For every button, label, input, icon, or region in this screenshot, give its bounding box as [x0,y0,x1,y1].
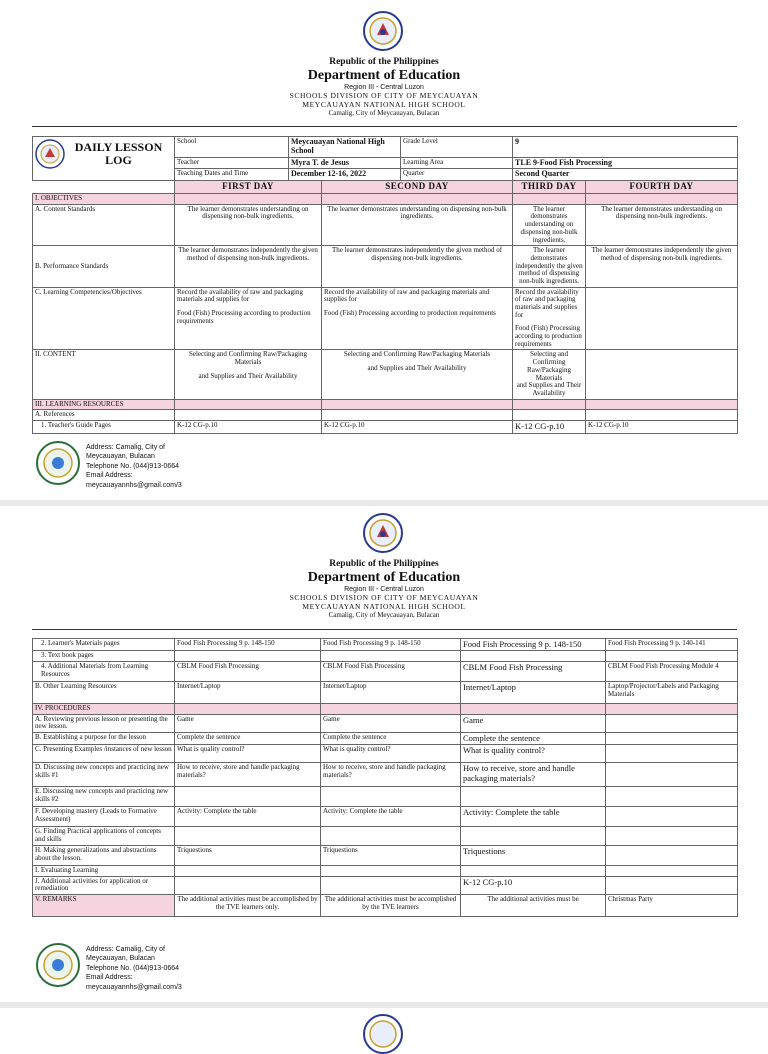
performance-standards-day1: The learner demonstrates independently the given method of dispensing non-bulk ingredients. [175,246,322,287]
tg-pages-day4: K-12 CG-p.10 [586,420,738,433]
remarks-day3: The additional activities must be [461,894,606,916]
lm-pages-day4: Food Fish Processing 9 p. 140-141 [606,639,738,651]
procedure-d-day2: How to receive, store and handle packaging materials? [321,763,461,787]
content-day3 [513,350,586,399]
procedure-g-label: G. Finding Practical applications of concepts and skills [33,827,175,845]
competencies-label: C. Learning Competencies/Objectives [33,287,175,350]
resources-heading: III. LEARNING RESOURCES [33,399,175,410]
procedure-h-day3: Triquestions [461,845,606,865]
other-lr-day2: Internet/Laptop [321,682,461,704]
tb-pages-label: 3. Text book pages [33,651,175,662]
footer-text [86,443,182,490]
lm-pages-day2: Food Fish Processing 9 p. 148-150 [321,639,461,651]
footer-text [86,945,182,992]
performance-standards-day3: The learner demonstrates independently the given method of dispensing non-bulk ingredients. [513,246,586,287]
content-standards-day1: The learner demonstrates understanding on dispensing non-bulk ingredients. [175,204,322,245]
other-lr-day3: Internet/Laptop [461,682,606,704]
school-value: Meycauayan National High School [289,137,401,158]
tg-pages-day2: K-12 CG-p.10 [322,420,513,433]
procedure-f-day2: Activity: Complete the table [321,807,461,827]
additional-lr-label: 4. Additional Materials from Learning Resources [33,662,175,682]
footer-address2: Meycauayan, Bulacan [86,955,155,963]
school-label: School [175,137,289,158]
procedure-d-day3: How to receive, store and handle packaging materials? [461,763,606,787]
other-lr-day1: Internet/Laptop [175,682,321,704]
division-line: SCHOOLS DIVISION OF CITY OF MEYCAUAYAN [289,593,479,603]
tg-pages-label: 1. Teacher's Guide Pages [33,420,175,433]
content-day3-line1: Selecting and Confirming Raw/Packaging Materials [527,350,571,382]
dll-table-page2 [32,638,738,917]
day-header-2: SECOND DAY [322,181,513,194]
lm-pages-label: 2. Learner's Materials pages [33,639,175,651]
procedure-j-day3: K-12 CG-p.10 [461,876,606,894]
day-header-3: THIRD DAY [513,181,586,194]
additional-lr-day4: CBLM Food Fish Processing Module 4 [606,662,738,682]
teacher-label: Teacher [175,157,289,169]
republic-line: Republic of the Philippines [329,57,439,67]
dll-table-page1 [32,136,738,434]
page-separator [0,1002,768,1008]
quarter-value: Second Quarter [513,169,738,181]
competencies-day2-line1: Record the availability of raw and packaging materials and supplies for [324,287,490,304]
deped-seal-icon [363,513,403,553]
header-rule [32,126,737,127]
competencies-day4 [586,287,738,350]
content-standards-day3: The learner demonstrates understanding on dispensing non-bulk ingredients. [513,204,586,245]
content-label: II. CONTENT [33,350,175,399]
tg-pages-day3: K-12 CG-p.10 [513,420,586,433]
department-title: Department of Education [307,67,461,83]
deped-seal-icon [363,1014,403,1054]
remarks-day1: The additional activities must be accomplished by the TVE learners only. [175,894,321,916]
teacher-value: Myra T. de Jesus [289,157,401,169]
procedure-h-day2: Triquestions [321,845,461,865]
competencies-day1-line2: Food (Fish) Processing according to production requirements [177,309,311,325]
competencies-day3-line2: Food (Fish) Processing according to production requirements [515,324,582,348]
competencies-day3-line1: Record the availability of raw and packaging materials and supplies for [515,287,579,319]
footer-phone: Telephone No. (044)913-0664 [86,964,180,972]
content-day2 [322,350,513,399]
content-standards-day4: The learner demonstrates understanding on dispensing non-bulk ingredients. [586,204,738,245]
grade-value: 9 [513,137,738,158]
objectives-heading: I. OBJECTIVES [33,194,175,205]
footer-address2: Meycauayan, Bulacan [86,453,155,461]
competencies-day1-line1: Record the availability of raw and packaging materials and supplies for [177,287,303,304]
procedure-a-day1: Game [175,714,321,732]
school-line: MEYCAUAYAN NATIONAL HIGH SCHOOL [302,601,466,611]
procedure-i-label: I. Evaluating Learning [33,865,175,876]
day-header-1: FIRST DAY [175,181,322,194]
content-day1-line1: Selecting and Confirming Raw/Packaging Materials [188,350,307,367]
content-day3-line2: and Supplies and Their Availability [516,381,582,397]
procedure-a-day3: Game [461,714,606,732]
school-logo-icon [36,441,80,485]
procedures-heading: IV. PROCEDURES [33,704,175,715]
procedure-f-label: F. Developing mastery (Leads to Formative Assessment) [33,807,175,827]
dates-value: December 12-16, 2022 [289,169,401,181]
region-line: Region III - Central Luzon [344,586,424,594]
content-day2-line2: and Supplies and Their Availability [367,364,467,373]
remarks-day4: Christmas Party [606,894,738,916]
letterhead [0,57,768,117]
division-line: SCHOOLS DIVISION OF CITY OF MEYCAUAYAN [289,91,479,101]
procedure-b-label: B. Establishing a purpose for the lesson [33,733,175,745]
additional-lr-day1: CBLM Food Fish Processing [175,662,321,682]
republic-line: Republic of the Philippines [329,559,439,569]
tg-pages-day1: K-12 CG-p.10 [175,420,322,433]
procedure-h-day1: Triquestions [175,845,321,865]
additional-lr-day3: CBLM Food Fish Processing [461,662,606,682]
procedure-c-day3: What is quality control? [461,745,606,763]
procedure-b-day2: Complete the sentence [321,733,461,745]
content-day1-line2: and Supplies and Their Availability [198,371,298,380]
performance-standards-label: B. Performance Standards [33,246,175,287]
procedure-e-label: E. Discussing new concepts and practicing new skills #2 [33,787,175,807]
remarks-day2: The additional activities must be accomplished by the TVE learners [321,894,461,916]
procedure-a-label: A. Reviewing previous lesson or presenting the new lesson. [33,714,175,732]
procedure-f-day3: Activity: Complete the table [461,807,606,827]
grade-label: Grade Level [401,137,513,158]
competencies-day2-line2: Food (Fish) Processing according to production requirements [324,309,496,318]
letterhead-page2 [0,559,768,619]
procedure-c-day1: What is quality control? [175,745,321,763]
location-line: Camalig, City of Meycauayan, Bulacan [328,611,440,620]
additional-lr-day2: CBLM Food Fish Processing [321,662,461,682]
footer-email: meycauayannhs@gmail.com/3 [86,983,182,991]
performance-standards-day4: The learner demonstrates independently the given method of dispensing non-bulk ingredients. [586,246,738,287]
deped-seal-icon [363,11,403,51]
location-line: Camalig, City of Meycauayan, Bulacan [328,109,440,118]
competencies-day3 [513,287,586,350]
performance-standards-day2: The learner demonstrates independently the given method of dispensing non-bulk ingredients. [322,246,513,287]
procedure-a-day2: Game [321,714,461,732]
procedure-c-label: C. Presenting Examples /instances of new lesson [33,745,175,763]
quarter-label: Quarter [401,169,513,181]
competencies-day1 [175,287,322,350]
procedure-b-day1: Complete the sentence [175,733,321,745]
other-lr-day4: Laptop/Projector/Labels and Packaging Materials [606,682,738,704]
procedure-j-label: J. Additional activities for application or remediation [33,876,175,894]
content-day4 [586,350,738,399]
footer-address: Address: Camalig, City of [86,444,165,451]
school-line: MEYCAUAYAN NATIONAL HIGH SCHOOL [302,99,466,109]
competencies-day2 [322,287,513,350]
header-rule [32,629,737,630]
region-line: Region III - Central Luzon [344,84,424,92]
procedure-d-label: D. Discussing new concepts and practicing new skills #1 [33,763,175,787]
lm-pages-day1: Food Fish Processing 9 p. 148-150 [175,639,321,651]
area-value: TLE 9-Food Fish Processing [513,157,738,169]
procedure-c-day2: What is quality control? [321,745,461,763]
procedure-d-day1: How to receive, store and handle packaging materials? [175,763,321,787]
lm-pages-day3: Food Fish Processing 9 p. 148-150 [461,639,606,651]
footer-phone: Telephone No. (044)913-0664 [86,462,180,470]
other-lr-label: B. Other Learning Resources [33,682,175,704]
procedure-h-label: H. Making generalizations and abstractions about the lesson. [33,845,175,865]
content-day1 [175,350,322,399]
dll-title: DAILY LESSON LOG [74,139,163,167]
dates-label: Teaching Dates and Time [175,169,289,181]
footer-email-label: Email Address: [86,974,133,982]
footer-address: Address: Camalig, City of [86,946,165,953]
dll-title-cell [33,137,175,181]
page-separator [0,500,768,506]
references-label: A. References [33,410,175,421]
department-title: Department of Education [307,569,461,585]
content-standards-day2: The learner demonstrates understanding on dispensing non-bulk ingredients. [322,204,513,245]
remarks-heading: V. REMARKS [33,894,175,916]
footer-email: meycauayannhs@gmail.com/3 [86,481,182,489]
procedure-f-day1: Activity: Complete the table [175,807,321,827]
procedure-b-day3: Complete the sentence [461,733,606,745]
footer-email-label: Email Address: [86,472,133,480]
school-logo-icon [36,943,80,987]
day-header-4: FOURTH DAY [586,181,738,194]
content-day2-line1: Selecting and Confirming Raw/Packaging Materials [343,350,491,359]
deped-logo-icon [35,139,65,169]
area-label: Learning Area [401,157,513,169]
content-standards-label: A. Content Standards [33,204,175,245]
